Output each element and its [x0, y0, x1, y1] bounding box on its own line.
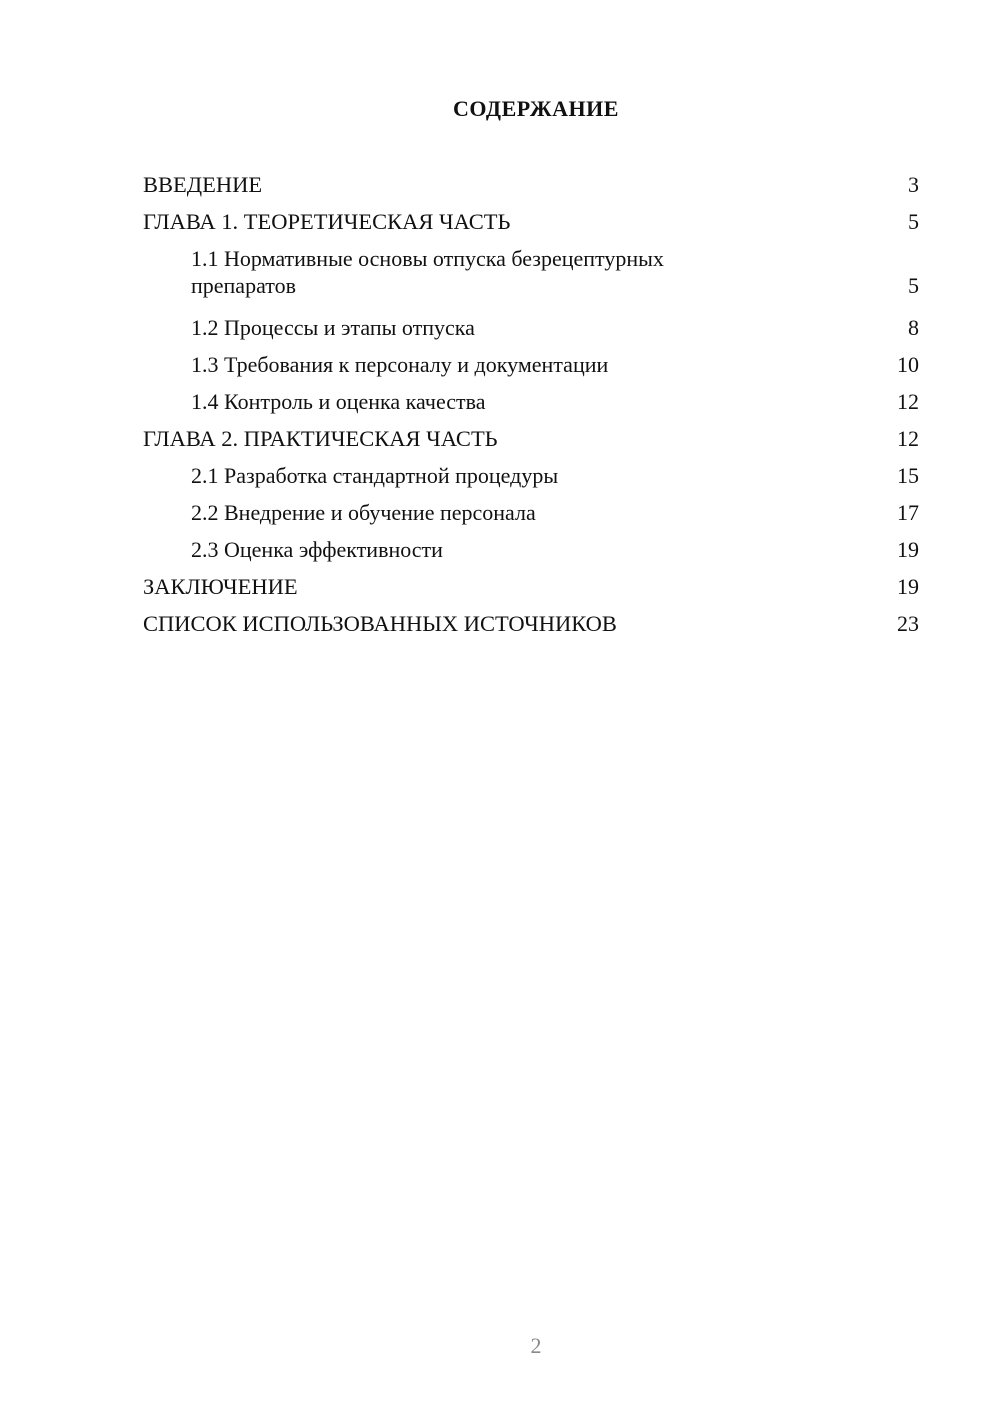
toc-entry-section-1-1[interactable]	[143, 240, 919, 309]
toc-entry-chapter-1[interactable]	[143, 203, 919, 240]
toc-entry-page: 5	[908, 273, 919, 298]
toc-entry-page: 19	[897, 537, 919, 562]
toc-entry-page: 10	[897, 352, 919, 377]
toc-entry-label: 1.2 Процессы и этапы отпуска	[191, 315, 475, 340]
toc-entry-label: СПИСОК ИСПОЛЬЗОВАННЫХ ИСТОЧНИКОВ	[143, 611, 617, 636]
toc-entry-page: 12	[897, 426, 919, 451]
toc-entry-page: 23	[897, 611, 919, 636]
toc-entry-label: ВВЕДЕНИЕ	[143, 172, 263, 197]
toc-entry-page: 8	[908, 315, 919, 340]
toc-entry-section-1-4[interactable]	[143, 383, 919, 420]
toc-entry-page: 17	[897, 500, 919, 525]
toc-entry-label: ГЛАВА 1. ТЕОРЕТИЧЕСКАЯ ЧАСТЬ	[143, 209, 511, 234]
toc-entry-label: 2.3 Оценка эффективности	[191, 537, 443, 562]
toc-entry-page: 5	[908, 209, 919, 234]
toc-entry-label: 1.3 Требования к персоналу и документации	[191, 352, 609, 377]
toc-entry-conclusion[interactable]	[143, 568, 919, 605]
toc-entry-label: 2.1 Разработка стандартной процедуры	[191, 463, 559, 488]
page-number: 2	[530, 1333, 542, 1358]
toc-entry-section-1-2[interactable]	[143, 309, 919, 346]
toc-entry-section-2-3[interactable]	[143, 531, 919, 568]
toc-entry-label: 2.2 Внедрение и обучение персонала	[191, 500, 536, 525]
toc-entry-section-2-1[interactable]	[143, 457, 919, 494]
toc-entry-section-2-2[interactable]	[143, 494, 919, 531]
toc-entry-references[interactable]	[143, 605, 919, 642]
toc-entry-label: 1.1 Нормативные основы отпуска безрецептурных препаратов	[191, 246, 664, 298]
table-of-contents	[143, 166, 919, 642]
toc-entry-page: 19	[897, 574, 919, 599]
toc-entry-section-1-3[interactable]	[143, 346, 919, 383]
toc-entry-label: 1.4 Контроль и оценка качества	[191, 389, 486, 414]
page-title: СОДЕРЖАНИЕ	[453, 96, 619, 121]
toc-entry-chapter-2[interactable]	[143, 420, 919, 457]
toc-entry-page: 12	[897, 389, 919, 414]
toc-entry-introduction[interactable]	[143, 166, 919, 203]
toc-entry-label: ГЛАВА 2. ПРАКТИЧЕСКАЯ ЧАСТЬ	[143, 426, 498, 451]
toc-entry-page: 15	[897, 463, 919, 488]
toc-entry-label: ЗАКЛЮЧЕНИЕ	[143, 574, 298, 599]
toc-entry-page: 3	[908, 172, 919, 197]
